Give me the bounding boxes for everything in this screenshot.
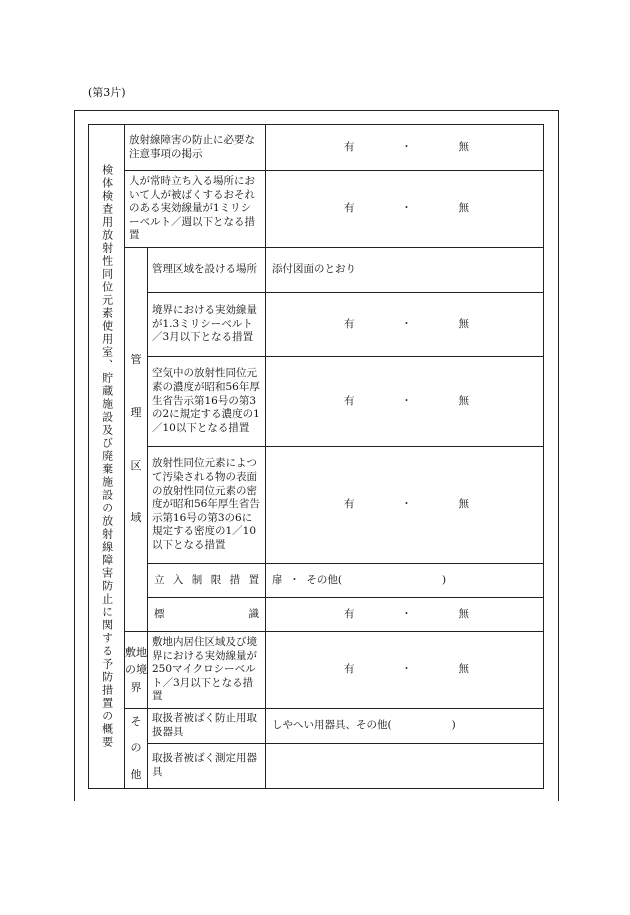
site-boundary-label: 敷地内居住区域及び境界における実効線量が250マイクロシーベルト／3月以下となる措置 (148, 632, 266, 709)
page-label: (第3片) (88, 86, 126, 99)
boundary-choice: 有 ・ 無 (266, 293, 544, 357)
section-title: 検体検査用放射性同位元素使用室、貯蔵施設及び廃棄施設の放射線障害防止に関する予防措置の概要 (89, 125, 125, 789)
handler-measure-label: 取扱者被ばく測定用器具 (148, 743, 266, 788)
site-boundary-choice: 有 ・ 無 (266, 632, 544, 709)
sign-label: 標識 (148, 598, 266, 632)
other-group: そ の 他 (125, 709, 148, 789)
notice-choice: 有 ・ 無 (266, 125, 544, 171)
air-choice: 有 ・ 無 (266, 357, 544, 447)
area-setting-value: 添付図面のとおり (266, 248, 544, 293)
handler-measure-value (266, 743, 544, 788)
handler-protect-value: しやへい用器具、その他( ) (266, 709, 544, 744)
notice-label: 放射線障害の防止に必要な注意事項の掲示 (125, 125, 266, 171)
sign-choice: 有 ・ 無 (266, 598, 544, 632)
boundary-label: 境界における実効線量が1.3ミリシーベルト／3月以下となる措置 (148, 293, 266, 357)
exposure-choice: 有 ・ 無 (266, 171, 544, 248)
prevention-measures-table (88, 124, 544, 789)
entry-limit-value: 扉 ・ その他( ) (266, 564, 544, 598)
site-boundary-group: 敷地の境界 (125, 632, 148, 709)
exposure-label: 人が常時立ち入る場所において人が被ばくするおそれのある実効線量が1ミリシーベルト／週以下となる措置 (125, 171, 266, 248)
controlled-area-group: 管 理 区 域 (125, 248, 148, 632)
handler-protect-label: 取扱者被ばく防止用取扱器具 (148, 709, 266, 744)
surface-label: 放射性同位元素によつて汚染される物の表面の放射性同位元素の密度が昭和56年厚生省告示第16号の第3の6に規定する密度の1／10以下となる措置 (148, 447, 266, 564)
surface-choice: 有 ・ 無 (266, 447, 544, 564)
air-label: 空気中の放射性同位元素の濃度が昭和56年厚生省告示第16号の第3の2に規定する濃度の1／10以下となる措置 (148, 357, 266, 447)
area-setting-label: 管理区域を設ける場所 (148, 248, 266, 293)
entry-limit-label: 立入制限措置 (148, 564, 266, 598)
